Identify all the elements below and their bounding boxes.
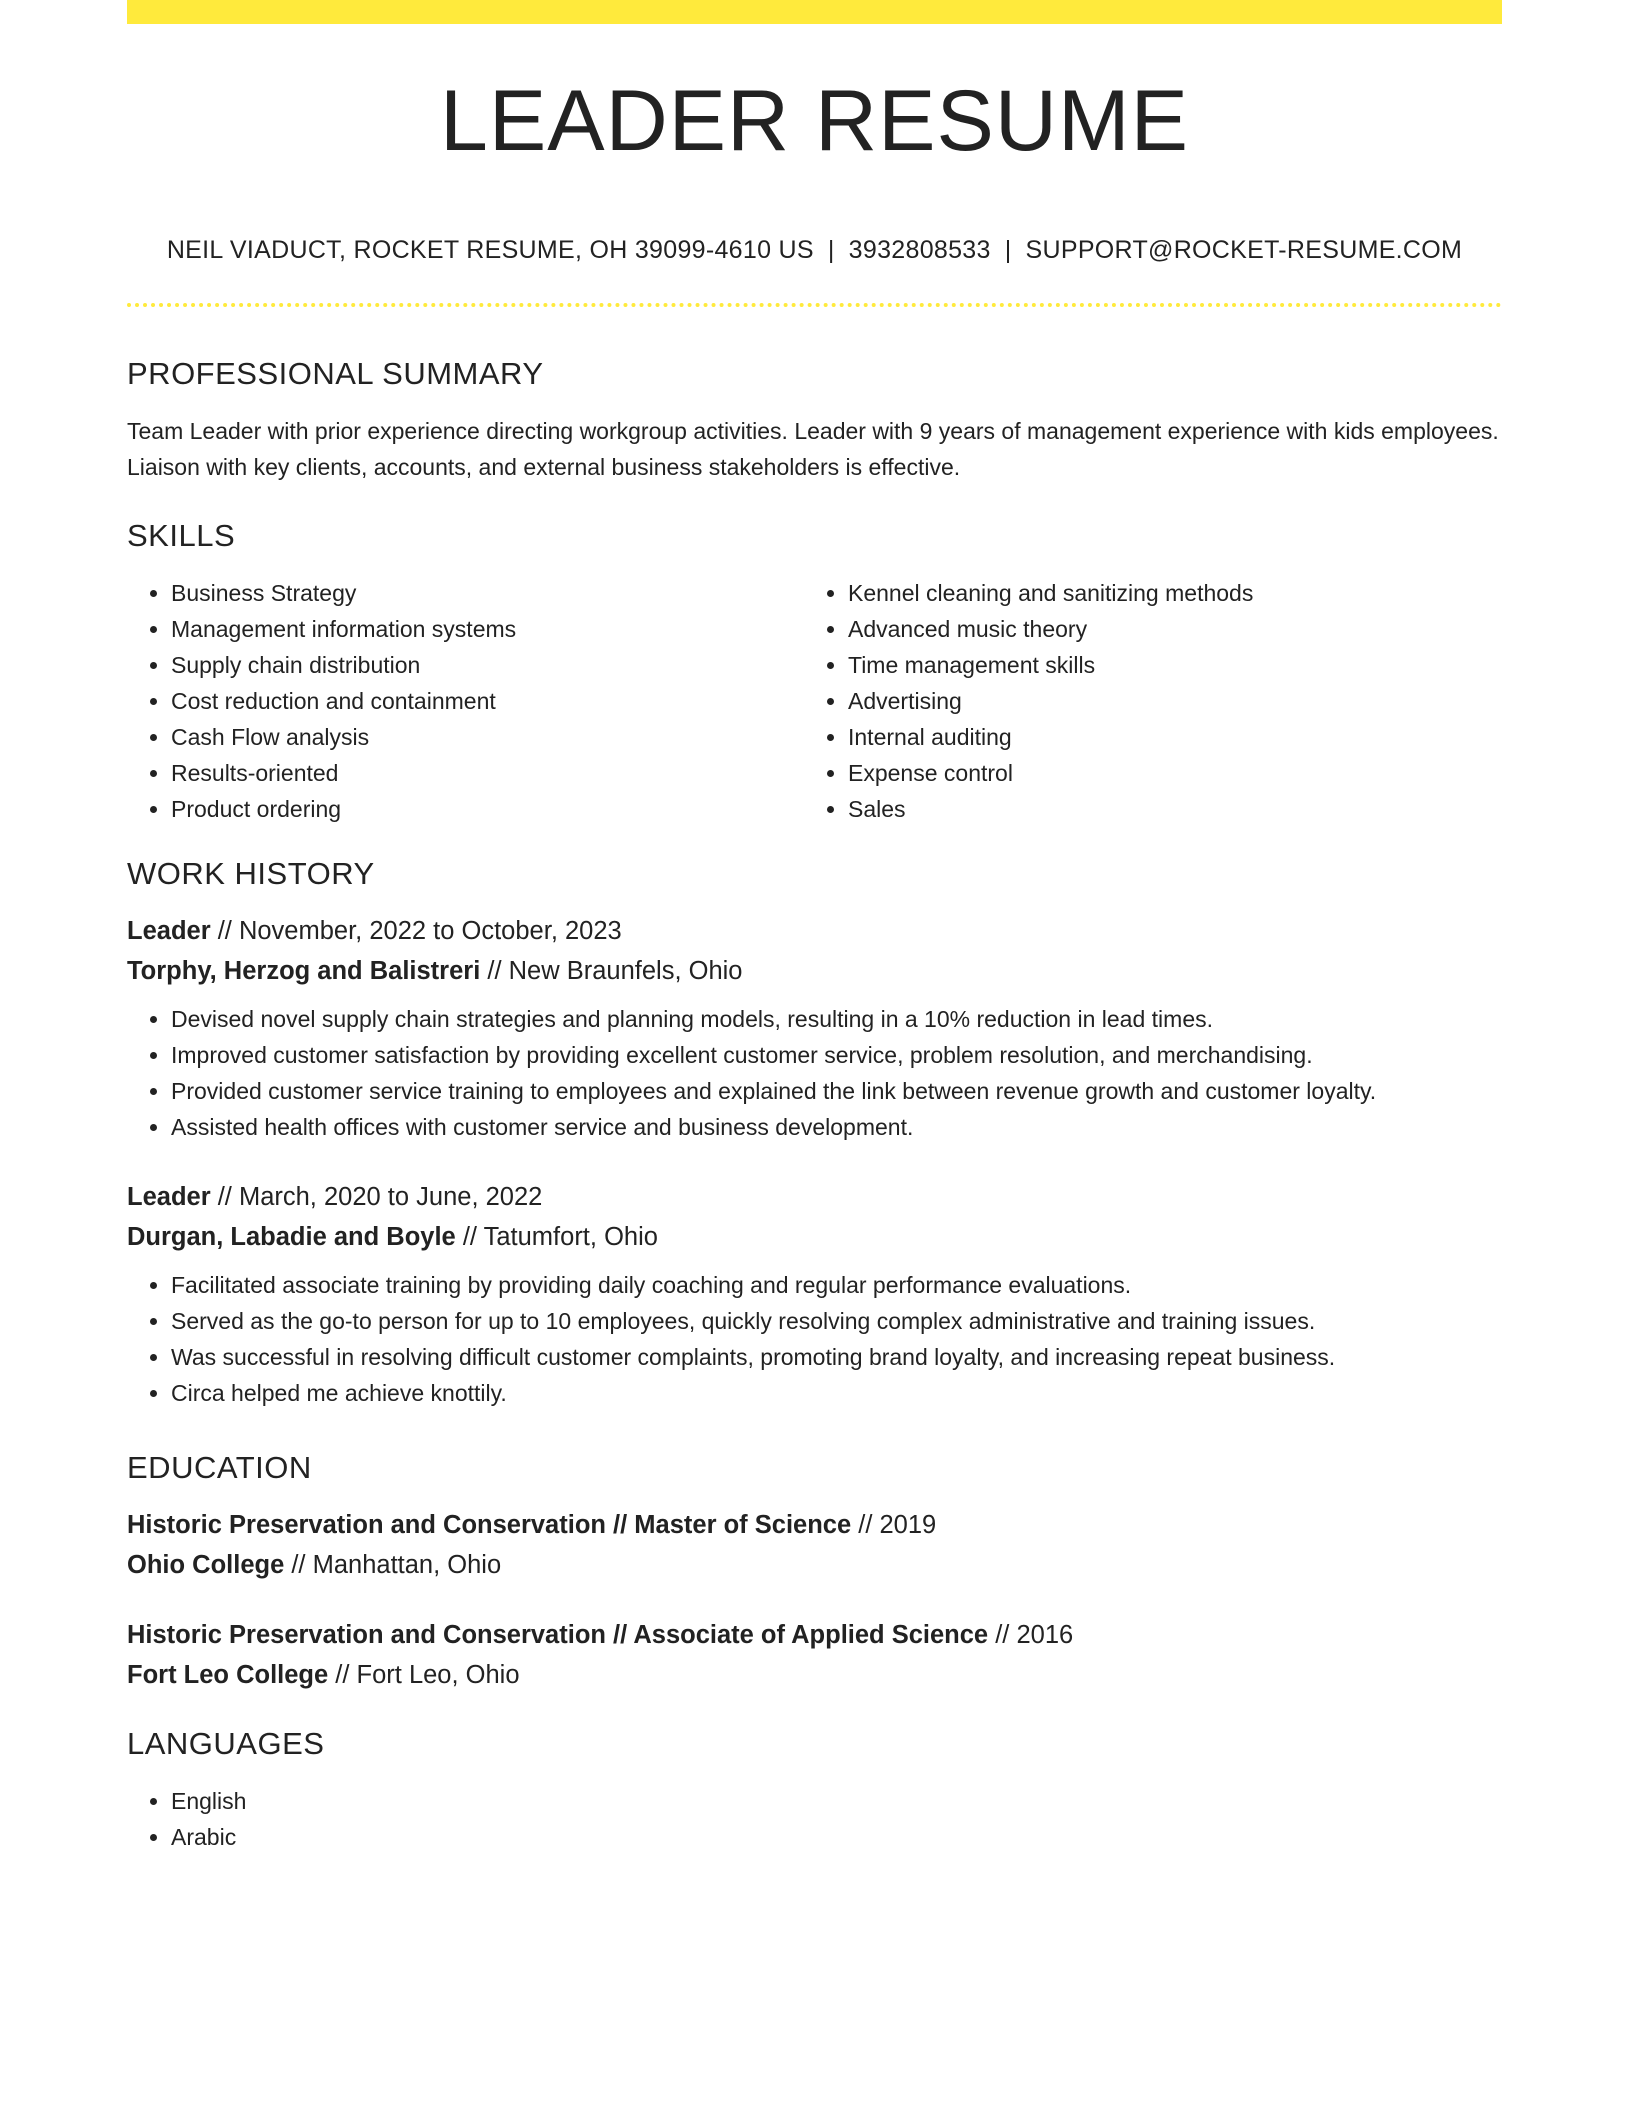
job-company: Torphy, Herzog and Balistreri (127, 957, 481, 985)
contact-separator: | (1004, 236, 1012, 264)
resume-page (127, 0, 1502, 1850)
skill-item: • Expense control (848, 755, 1481, 791)
section-heading: PROFESSIONAL SUMMARY (127, 356, 544, 391)
section-heading: SKILLS (127, 518, 236, 553)
degree-line (127, 1505, 1502, 1545)
job-company-line (127, 951, 1502, 991)
skills-grid (127, 575, 1502, 827)
job-entry (127, 911, 1502, 1145)
skill-item: • Cost reduction and containment (171, 683, 804, 719)
summary-section (127, 358, 1502, 485)
skill-item: • Results-oriented (171, 755, 804, 791)
job-bullet: • Facilitated associate training by providing daily coaching and regular performance evaluations. (171, 1267, 1502, 1303)
skill-item: • Time management skills (848, 647, 1481, 683)
school: Fort Leo College (127, 1661, 329, 1689)
degree: Historic Preservation and Conservation // Associate of Applied Science (127, 1621, 989, 1649)
dotted-divider (127, 303, 1502, 307)
skill-item: • Management information systems (171, 611, 804, 647)
job-title-line (127, 911, 1502, 951)
degree-line (127, 1615, 1502, 1655)
skill-item: • Advertising (848, 683, 1481, 719)
resume-title: LEADER RESUME (440, 73, 1189, 169)
job-location: // Tatumfort, Ohio (455, 1223, 658, 1251)
job-bullet: • Circa helped me achieve knottily. (171, 1375, 1502, 1411)
job-bullet: • Was successful in resolving difficult customer complaints, promoting brand loyalty, and increasing repeat business. (171, 1339, 1502, 1375)
skills-column-left (127, 575, 804, 827)
section-heading: WORK HISTORY (127, 856, 375, 891)
job-company-line (127, 1217, 1502, 1257)
work-history-section (127, 858, 1502, 1411)
school-location: // Fort Leo, Ohio (328, 1661, 520, 1689)
top-accent-bar (127, 0, 1502, 24)
job-entry (127, 1177, 1502, 1411)
skills-column-right (804, 575, 1481, 827)
job-location: // New Braunfels, Ohio (480, 957, 743, 985)
job-title: Leader (127, 917, 211, 945)
school: Ohio College (127, 1551, 285, 1579)
job-title: Leader (127, 1183, 211, 1211)
education-entry (127, 1615, 1502, 1695)
skill-item: • Sales (848, 791, 1481, 827)
language-item: • English (171, 1783, 1502, 1819)
skill-item: • Supply chain distribution (171, 647, 804, 683)
contact-separator: | (827, 236, 835, 264)
skills-section (127, 520, 1502, 827)
skill-item: • Cash Flow analysis (171, 719, 804, 755)
contact-phone: 3932808533 (848, 236, 991, 264)
section-heading: LANGUAGES (127, 1726, 325, 1761)
education-entry (127, 1505, 1502, 1585)
degree-year: // 2019 (851, 1511, 937, 1539)
degree-year: // 2016 (988, 1621, 1074, 1649)
job-bullet: • Provided customer service training to employees and explained the link between revenue growth and customer loyalty. (171, 1073, 1502, 1109)
school-location: // Manhattan, Ohio (284, 1551, 502, 1579)
skill-item: • Advanced music theory (848, 611, 1481, 647)
job-company: Durgan, Labadie and Boyle (127, 1223, 456, 1251)
skill-item: • Kennel cleaning and sanitizing methods (848, 575, 1481, 611)
skill-item: • Internal auditing (848, 719, 1481, 755)
section-heading: EDUCATION (127, 1450, 312, 1485)
school-line (127, 1655, 1502, 1695)
skill-item: • Product ordering (171, 791, 804, 827)
education-section (127, 1452, 1502, 1695)
job-dates: // March, 2020 to June, 2022 (210, 1183, 543, 1211)
job-bullet: • Devised novel supply chain strategies and planning models, resulting in a 10% reduction in lead times. (171, 1001, 1502, 1037)
job-dates: // November, 2022 to October, 2023 (210, 917, 622, 945)
languages-section (127, 1728, 1502, 1855)
degree: Historic Preservation and Conservation // Master of Science (127, 1511, 852, 1539)
job-bullet: • Assisted health offices with customer service and business development. (171, 1109, 1502, 1145)
school-line (127, 1545, 1502, 1585)
contact-address: NEIL VIADUCT, ROCKET RESUME, OH 39099-4610 US (166, 236, 814, 264)
job-title-line (127, 1177, 1502, 1217)
contact-line (127, 238, 1502, 263)
language-item: • Arabic (171, 1819, 1502, 1855)
job-bullet: • Improved customer satisfaction by providing excellent customer service, problem resolution, and merchandising. (171, 1037, 1502, 1073)
summary-text: Team Leader with prior experience directing workgroup activities. Leader with 9 years of management experience with kids employees. Liaison with key clients, accounts, and external business stakeholders is effective. (127, 418, 1499, 480)
contact-email: SUPPORT@ROCKET-RESUME.COM (1025, 236, 1463, 264)
job-bullet: • Served as the go-to person for up to 10 employees, quickly resolving complex administrative and training issues. (171, 1303, 1502, 1339)
skill-item: • Business Strategy (171, 575, 804, 611)
